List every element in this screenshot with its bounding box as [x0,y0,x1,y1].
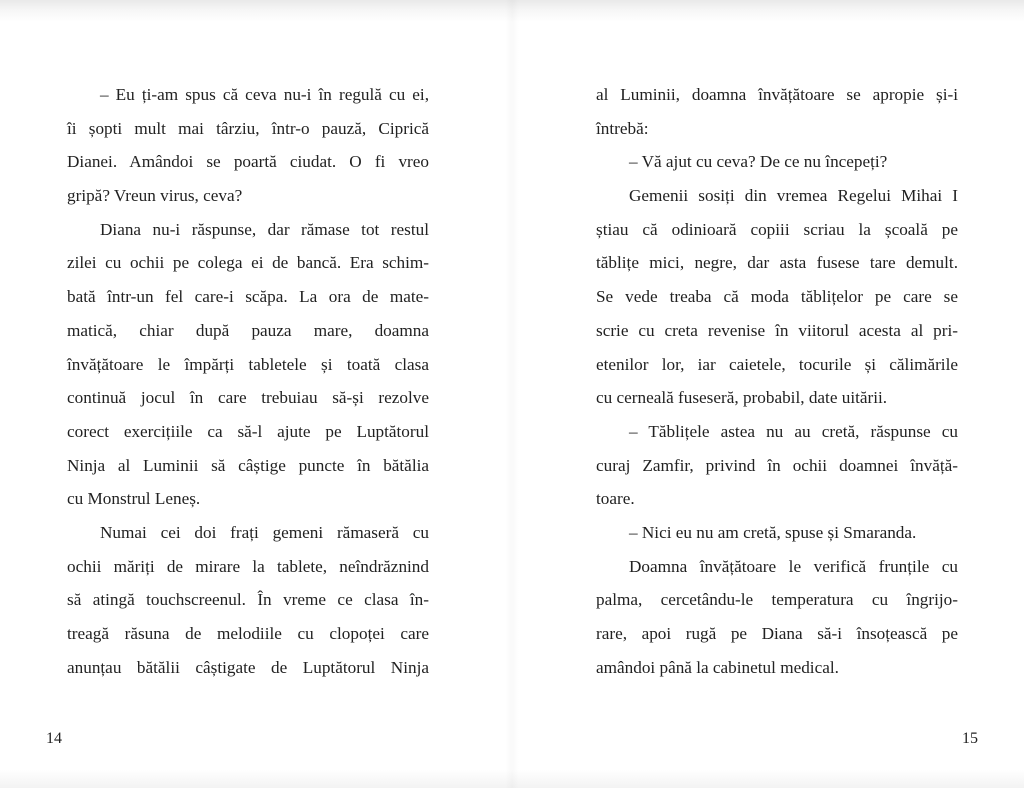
text-line: Numai cei doi frați gemeni rămaseră cu [100,522,429,542]
text-line: cu cerneală fuseseră, probabil, date uitării. [596,388,888,408]
text-line: Gemenii sosiți din vremea Regelui Mihai I [629,186,958,206]
left-page-number: 14 [46,730,62,747]
text-line: anunțau bătălii câștigate de Luptătorul Ninja [67,657,429,677]
text-line: întrebă: [596,118,649,138]
text-line: matică, chiar după pauza mare, doamna [67,320,429,340]
text-line: ochii măriți de mirare la tablete, neîndrăznind [67,556,429,576]
text-line: Dianei. Amândoi se poartă ciudat. O fi vreo [67,152,429,172]
text-line: să atingă touchscreenul. În vreme ce clasa în- [67,590,429,610]
text-line: curaj Zamfir, privind în ochii doamnei învăță- [596,455,958,475]
right-page-text [596,78,958,684]
text-line: etenilor lor, iar caietele, tocurile și călimările [596,354,958,374]
text-line: Diana nu-i răspunse, dar rămase tot restul [100,219,429,239]
text-line: Se vede treaba că moda tăblițelor pe care se [596,287,958,307]
book-gutter [505,0,519,788]
right-page-number: 15 [962,730,978,747]
text-line: Doamna învățătoare le verifică frunțile cu [629,556,958,576]
text-line: al Luminii, doamna învățătoare se apropie și-i [596,85,958,104]
text-line: palma, cercetându-le temperatura cu îngrijo- [596,590,958,610]
text-line: bată într-un fel care-i scăpa. La ora de mate- [67,287,429,307]
text-line: gripă? Vreun virus, ceva? [67,186,243,206]
text-line: continuă jocul în care trebuiau să-și rezolve [67,388,429,408]
text-line: amândoi până la cabinetul medical. [596,657,839,677]
text-line: tăblițe mici, negre, dar asta fusese tare demult. [596,253,958,273]
left-page-text [67,78,429,684]
text-line: zilei cu ochii pe colega ei de bancă. Era schim- [67,253,429,273]
text-line: scrie cu creta revenise în viitorul acesta al pri- [596,320,958,340]
text-line: – Eu ți-am spus că ceva nu-i în regulă cu ei, [100,85,429,104]
text-line: cu Monstrul Leneș. [67,489,201,509]
text-line: știau că odinioară copiii scriau la școală pe [596,219,958,239]
text-line: toare. [596,489,635,509]
text-line: – Tăblițele astea nu au cretă, răspunse cu [629,421,958,441]
text-line: – Nici eu nu am cretă, spuse și Smaranda. [629,522,917,542]
text-line: Ninja al Luminii să câștige puncte în bătălia [67,455,429,475]
text-line: învățătoare le împărți tabletele și toată clasa [67,354,429,374]
text-line: îi șopti mult mai târziu, într-o pauză, Ciprică [67,118,429,138]
text-line: corect exercițiile ca să-l ajute pe Luptătorul [67,421,429,441]
text-line: treagă răsuna de melodiile cu clopoței care [67,624,429,643]
text-line: – Vă ajut cu ceva? De ce nu începeți? [629,152,888,172]
text-line: rare, apoi rugă pe Diana să-i însoțească pe [596,624,958,643]
